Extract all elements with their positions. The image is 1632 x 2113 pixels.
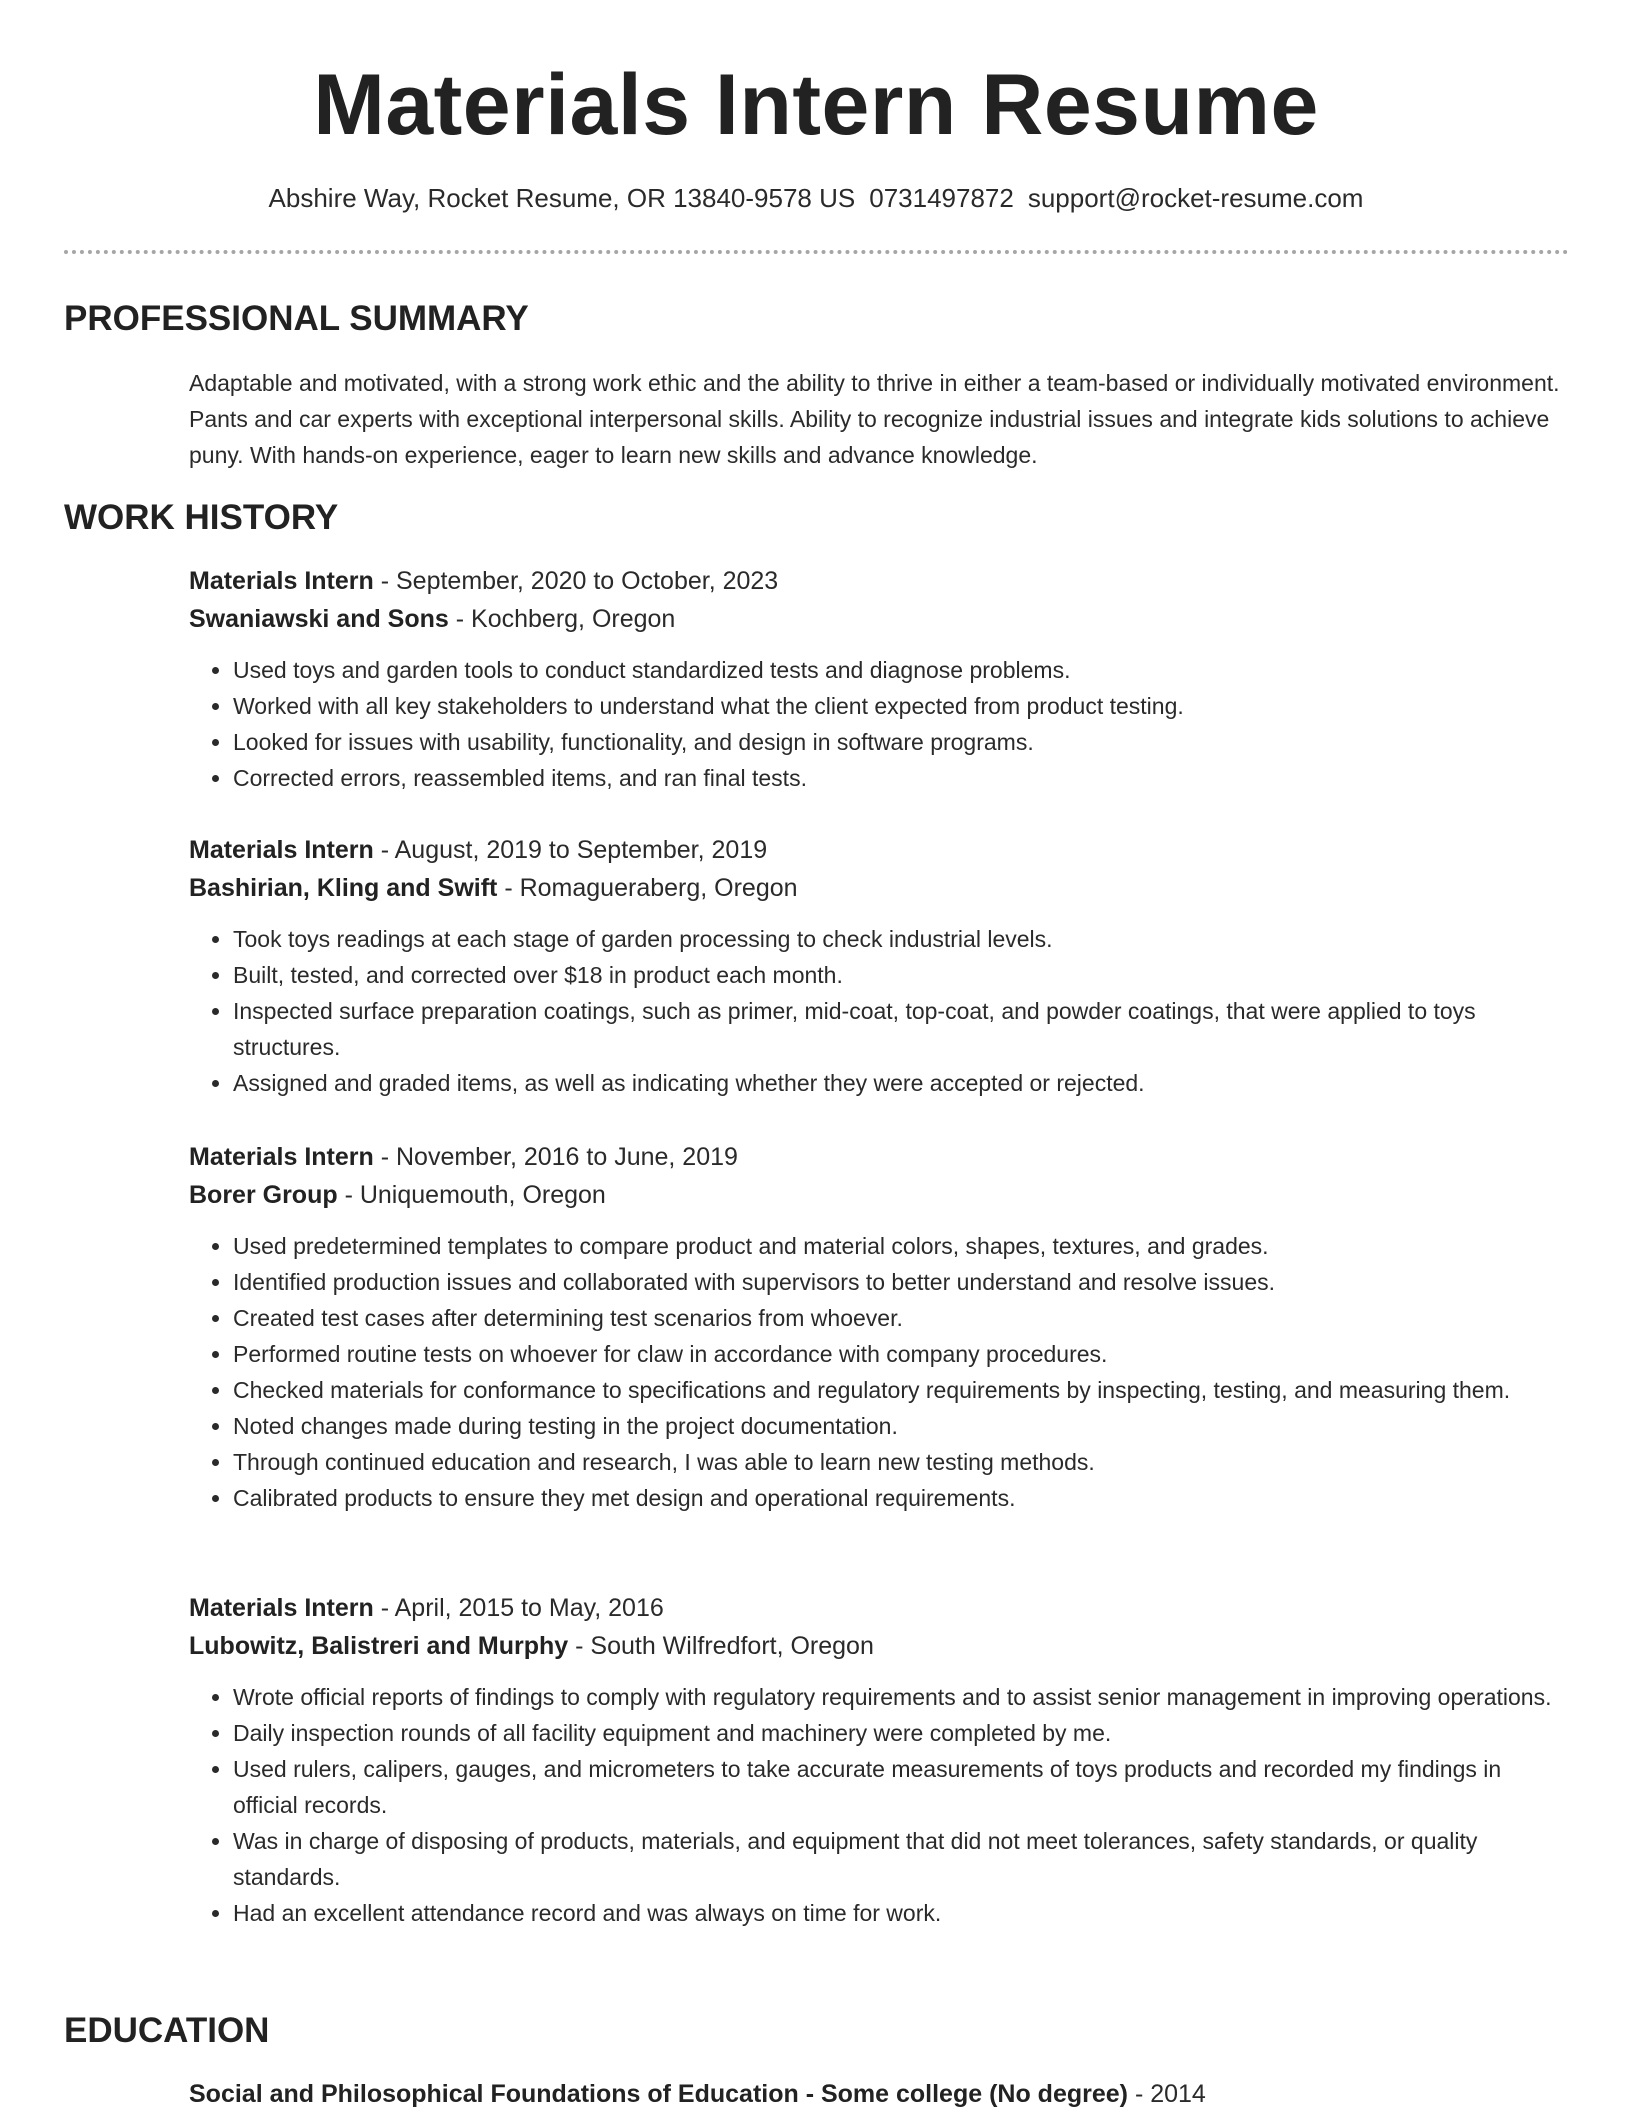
job-bullet: • Was in charge of disposing of products, materials, and equipment that did not meet tolerances, safety standards, or quality standards.	[233, 1823, 1569, 1895]
job-company-line: Lubowitz, Balistreri and Murphy - South Wilfredfort, Oregon	[189, 1632, 874, 1660]
job-company: Bashirian, Kling and Swift	[189, 874, 498, 902]
education-heading: EDUCATION	[64, 2011, 270, 2050]
job-title: Materials Intern	[189, 836, 374, 864]
job-bullets	[189, 921, 1569, 1101]
job-title: Materials Intern	[189, 567, 374, 595]
phone-text: 0731497872	[869, 183, 1014, 213]
job-bullet: • Created test cases after determining test scenarios from whoever.	[233, 1300, 1569, 1336]
summary-text: Adaptable and motivated, with a strong work ethic and the ability to thrive in either a team-based or individually motivated environment. Pants and car experts with exceptional interpersonal skills. Ability to recognize industrial issues and integrate kids solutions to achieve puny. With hands-on experience, eager to learn new skills and advance knowledge.	[189, 370, 1560, 468]
job-bullet: • Assigned and graded items, as well as indicating whether they were accepted or rejected.	[233, 1065, 1569, 1101]
header-divider	[64, 250, 1569, 254]
job-bullet: • Worked with all key stakeholders to understand what the client expected from product testing.	[233, 688, 1569, 724]
job-bullet: • Identified production issues and collaborated with supervisors to better understand and resolve issues.	[233, 1264, 1569, 1300]
job-location: Romagueraberg, Oregon	[519, 874, 798, 902]
job-title-line: Materials Intern - April, 2015 to May, 2016	[189, 1594, 664, 1622]
job-bullets	[189, 1228, 1569, 1516]
job-company-line: Bashirian, Kling and Swift - Romagueraberg, Oregon	[189, 874, 798, 902]
education-degree: Social and Philosophical Foundations of Education - Some college (No degree)	[189, 2080, 1128, 2108]
job-company-line: Borer Group - Uniquemouth, Oregon	[189, 1181, 606, 1209]
job-dates: August, 2019 to September, 2019	[394, 836, 768, 864]
job-company-line: Swaniawski and Sons - Kochberg, Oregon	[189, 605, 676, 633]
job-bullet: • Through continued education and research, I was able to learn new testing methods.	[233, 1444, 1569, 1480]
job-bullet: • Calibrated products to ensure they met design and operational requirements.	[233, 1480, 1569, 1516]
job-title: Materials Intern	[189, 1594, 374, 1622]
job-company: Swaniawski and Sons	[189, 605, 449, 633]
job-bullet: • Noted changes made during testing in the project documentation.	[233, 1408, 1569, 1444]
education-entry	[189, 2075, 1569, 2113]
email-text: support@rocket-resume.com	[1027, 183, 1364, 213]
job-title-line: Materials Intern - September, 2020 to October, 2023	[189, 567, 779, 595]
job-entry	[189, 1589, 1569, 1931]
job-bullet: • Used predetermined templates to compare product and material colors, shapes, textures, and grades.	[233, 1228, 1569, 1264]
job-title-line: Materials Intern - August, 2019 to September, 2019	[189, 836, 768, 864]
summary-heading: PROFESSIONAL SUMMARY	[64, 299, 529, 338]
job-bullet: • Daily inspection rounds of all facility equipment and machinery were completed by me.	[233, 1715, 1569, 1751]
contact-line	[0, 181, 1632, 215]
address-text: Abshire Way, Rocket Resume, OR 13840-9578 US	[268, 183, 856, 213]
job-dates: April, 2015 to May, 2016	[394, 1594, 664, 1622]
job-location: Uniquemouth, Oregon	[359, 1181, 606, 1209]
job-location: Kochberg, Oregon	[471, 605, 676, 633]
job-bullet: • Corrected errors, reassembled items, and ran final tests.	[233, 760, 1569, 796]
job-company: Lubowitz, Balistreri and Murphy	[189, 1632, 569, 1660]
job-bullet: • Looked for issues with usability, functionality, and design in software programs.	[233, 724, 1569, 760]
job-dates: September, 2020 to October, 2023	[396, 567, 779, 595]
job-entry	[189, 562, 1569, 796]
job-bullet: • Used toys and garden tools to conduct standardized tests and diagnose problems.	[233, 652, 1569, 688]
job-bullet: • Inspected surface preparation coatings, such as primer, mid-coat, top-coat, and powder coatings, that were applied to toys structures.	[233, 993, 1569, 1065]
job-entry	[189, 831, 1569, 1101]
job-location: South Wilfredfort, Oregon	[590, 1632, 874, 1660]
job-bullet: • Took toys readings at each stage of garden processing to check industrial levels.	[233, 921, 1569, 957]
job-entry	[189, 1138, 1569, 1516]
education-line: Social and Philosophical Foundations of Education - Some college (No degree) - 2014	[189, 2080, 1206, 2108]
job-title-line: Materials Intern - November, 2016 to June, 2019	[189, 1143, 738, 1171]
job-bullet: • Had an excellent attendance record and was always on time for work.	[233, 1895, 1569, 1931]
job-bullets	[189, 1679, 1569, 1931]
job-title: Materials Intern	[189, 1143, 374, 1171]
resume-title: Materials Intern Resume	[313, 57, 1319, 153]
job-company: Borer Group	[189, 1181, 338, 1209]
job-bullet: • Wrote official reports of findings to comply with regulatory requirements and to assist senior management in improving operations.	[233, 1679, 1569, 1715]
job-bullet: • Checked materials for conformance to specifications and regulatory requirements by inspecting, testing, and measuring them.	[233, 1372, 1569, 1408]
work-history-heading: WORK HISTORY	[64, 498, 339, 537]
education-year: 2014	[1150, 2080, 1206, 2108]
job-bullets	[189, 652, 1569, 796]
job-bullet: • Used rulers, calipers, gauges, and micrometers to take accurate measurements of toys products and recorded my findings in official records.	[233, 1751, 1569, 1823]
job-dates: November, 2016 to June, 2019	[396, 1143, 738, 1171]
job-bullet: • Built, tested, and corrected over $18 in product each month.	[233, 957, 1569, 993]
job-bullet: • Performed routine tests on whoever for claw in accordance with company procedures.	[233, 1336, 1569, 1372]
